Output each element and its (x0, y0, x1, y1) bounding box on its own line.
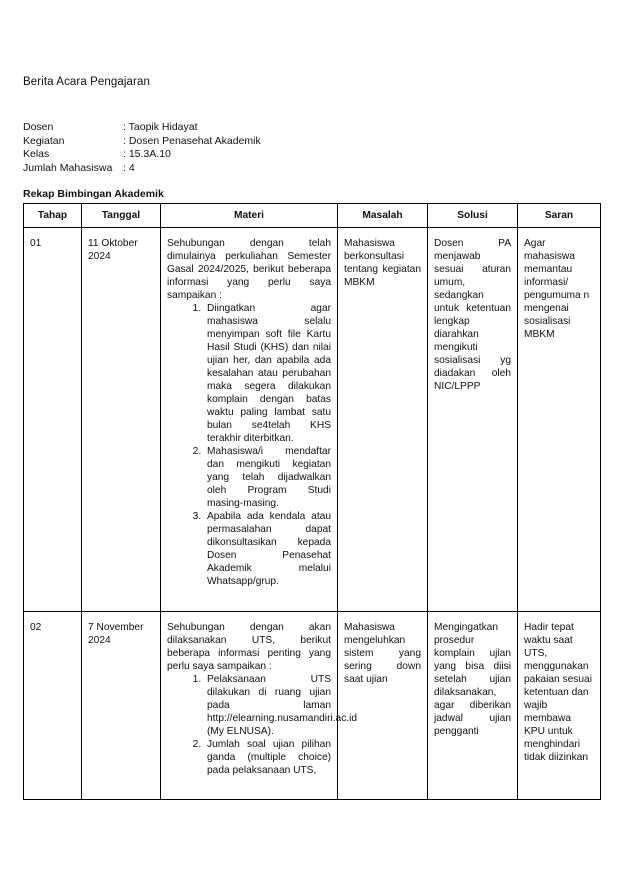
meta-value: : Dosen Penasehat Akademik (123, 134, 261, 147)
materi-list (167, 302, 331, 588)
materi-intro: Sehubungan dengan telah dimulainya perkuliahan Semester Gasal 2024/2025, berikut beberapa informasi yang perlu saya sampaikan : (167, 238, 331, 301)
cell-masalah: Mahasiswa mengeluhkan sistem yang sering down saat ujian (338, 612, 428, 800)
meta-row-kegiatan (23, 135, 261, 149)
table-row (24, 612, 601, 800)
meta-row-kelas (23, 148, 261, 162)
meta-label: Jumlah Mahasiswa (23, 161, 113, 174)
list-item: 2. Jumlah soal ujian pilihan ganda (multiple choice) pada pelaksanaan UTS, (204, 738, 331, 777)
list-item: 2. Mahasiswa/i mendaftar dan mengikuti kegiatan yang telah dijadwalkan oleh Program Studi masing-masing. (204, 445, 331, 510)
rekap-table (23, 203, 601, 800)
cell-tanggal: 7 November 2024 (82, 612, 161, 800)
table-row (24, 228, 601, 612)
cell-tahap: 02 (24, 612, 82, 800)
cell-tanggal: 11 Oktober 2024 (82, 228, 161, 612)
cell-tahap: 01 (24, 228, 82, 612)
page-title: Berita Acara Pengajaran (23, 76, 150, 88)
cell-saran: Agar mahasiswa memantau informasi/ pengumuma n mengenai sosialisasi MBKM (518, 228, 601, 612)
meta-row-jumlah-mahasiswa (23, 162, 261, 176)
meta-block (23, 121, 261, 175)
meta-value: : 15.3A.10 (123, 148, 171, 161)
meta-value: : 4 (123, 161, 135, 174)
meta-label: Dosen (23, 121, 54, 133)
meta-label: Kegiatan (23, 134, 65, 147)
cell-materi (161, 228, 338, 612)
header-masalah: Masalah (338, 204, 428, 228)
list-item: 3. Apabila ada kendala atau permasalahan dapat dikonsultasikan kepada Dosen Penasehat Akademik melalui Whatsapp/grup. (204, 510, 331, 588)
header-tahap: Tahap (24, 204, 82, 228)
meta-value: : Taopik Hidayat (123, 121, 198, 133)
list-item: 1. Pelaksanaan UTS dilakukan di ruang ujian pada laman http://elearning.nusamandiri.ac.id (My ELNUSA). (204, 673, 331, 738)
materi-intro: Sehubungan dengan akan dilaksanakan UTS, berikut beberapa informasi penting yang perlu saya sampaikan : (167, 622, 331, 672)
meta-row-dosen (23, 121, 261, 135)
header-materi: Materi (161, 204, 338, 228)
cell-materi (161, 612, 358, 800)
header-solusi: Solusi (428, 204, 518, 228)
meta-label: Kelas (23, 148, 50, 161)
cell-solusi: Dosen PA menjawab sesuai aturan umum, sedangkan untuk ketentuan lengkap diarahkan mengikuti sosialisasi yg diadakan oleh NIC/LPPP (428, 228, 518, 612)
materi-list (167, 673, 358, 777)
header-tanggal: Tanggal (82, 204, 161, 228)
list-item: 1. Diingatkan agar mahasiswa selalu menyimpan soft file Kartu Hasil Studi (KHS) dan nilai ujian her, dan apabila ada kesalahan atau perubahan maka segera dilakukan komplain dengan batas waktu paling lambat satu bulan se4telah KHS terakhir diterbitkan. (204, 302, 331, 445)
cell-masalah: Mahasiswa berkonsultasi tentang kegiatan MBKM (338, 228, 428, 612)
cell-solusi: Mengingatkan prosedur komplain ujian yang bisa diisi setelah ujian dilaksanakan, agar diberikan jadwal ujian pengganti (428, 612, 518, 800)
table-header-row (24, 204, 601, 228)
header-saran: Saran (518, 204, 601, 228)
cell-saran: Hadir tepat waktu saat UTS, menggunakan pakaian sesuai ketentuan dan wajib membawa KPU untuk menghindari tidak diizinkan (518, 612, 601, 800)
rekap-title: Rekap Bimbingan Akademik (23, 188, 164, 200)
